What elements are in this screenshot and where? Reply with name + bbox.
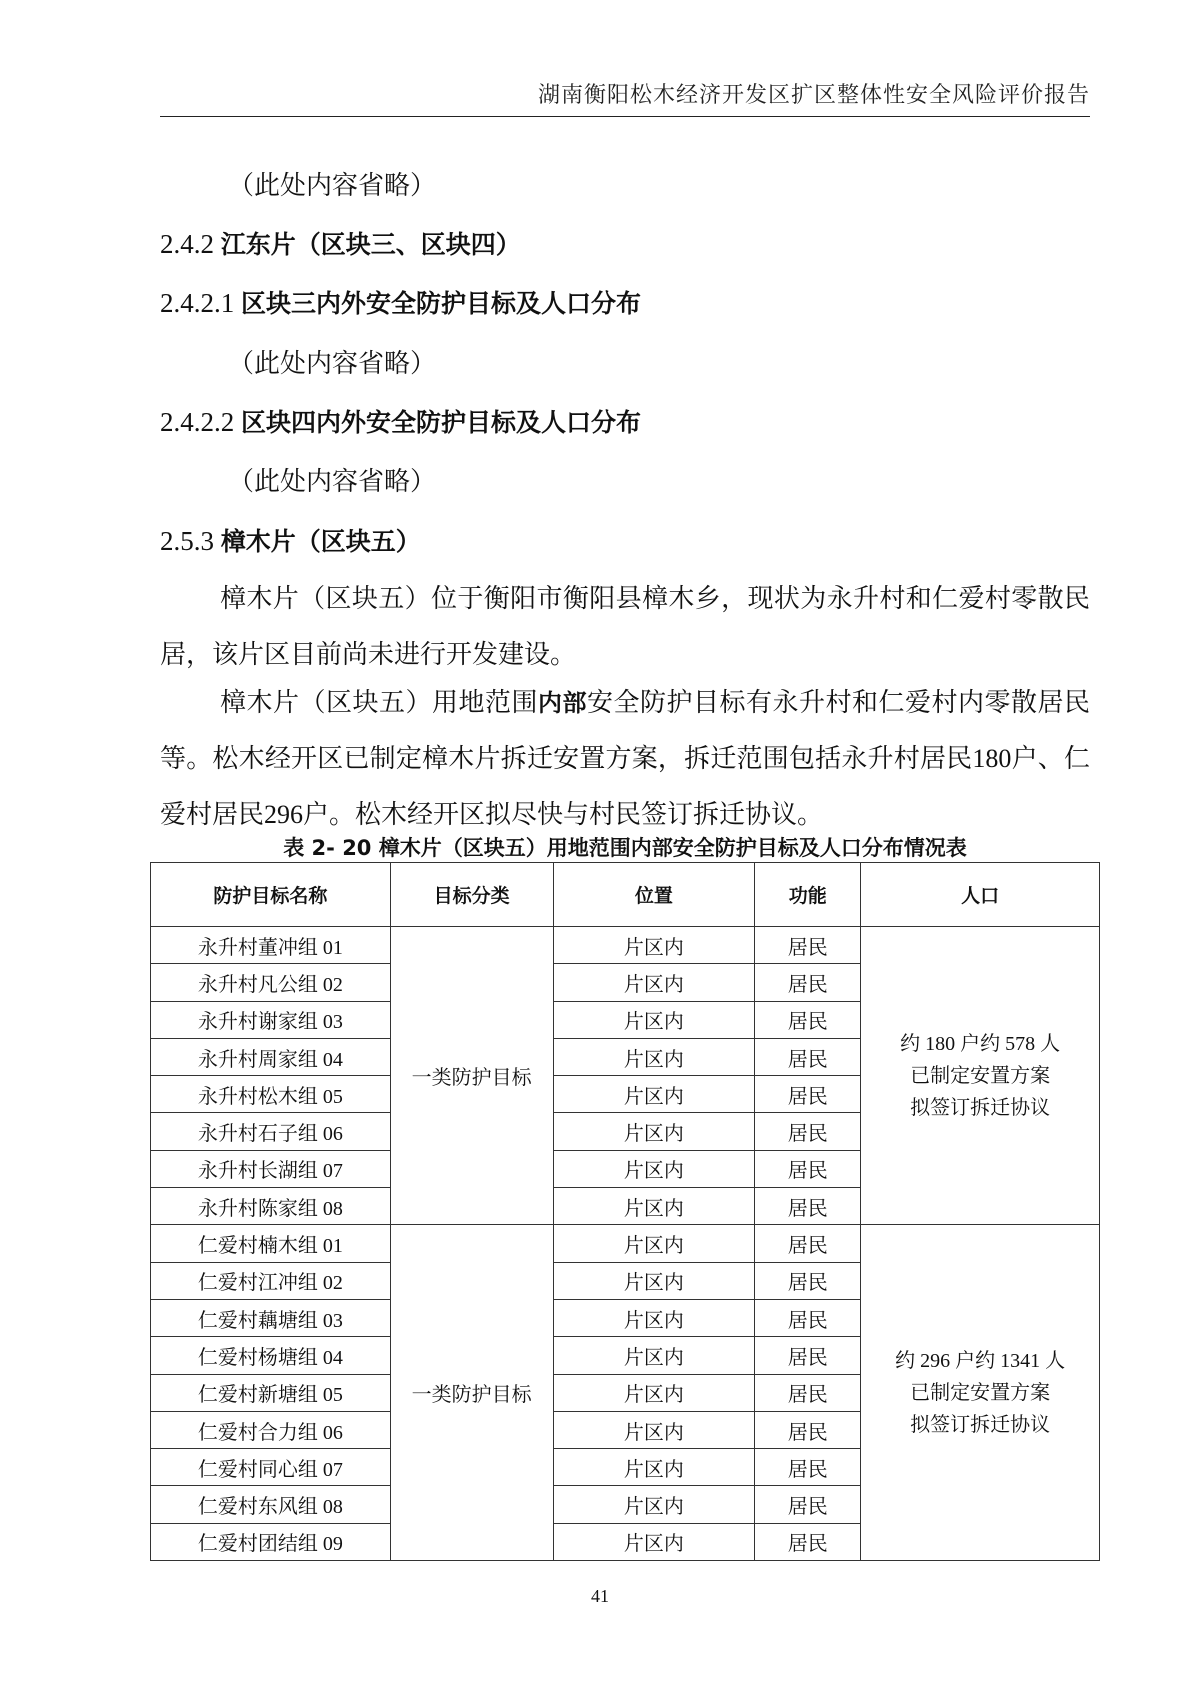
col-header-location: 位置: [553, 863, 755, 927]
heading-text: 区块四内外安全防护目标及人口分布: [241, 408, 642, 437]
omitted-note-1: （此处内容省略）: [228, 171, 437, 200]
paragraph-1: 樟木片（区块五）位于衡阳市衡阳县樟木乡，现状为永升村和仁爱村零散民居，该片区目前尚未进行开发建设。: [160, 584, 1090, 669]
cell-function: 居民: [755, 1486, 861, 1523]
cell-target-name: 永升村凡公组 02: [151, 964, 391, 1001]
cell-target-name: 仁爱村新塘组 05: [151, 1374, 391, 1411]
cell-function: 居民: [755, 1374, 861, 1411]
cell-location: 片区内: [553, 1299, 755, 1336]
cell-target-name: 仁爱村合力组 06: [151, 1411, 391, 1448]
cell-target-name: 永升村董冲组 01: [151, 927, 391, 964]
heading-number: 2.4.2.2: [160, 407, 235, 437]
header-rule: [160, 116, 1090, 117]
cell-function: 居民: [755, 1337, 861, 1374]
cell-function: 居民: [755, 964, 861, 1001]
col-header-function: 功能: [755, 863, 861, 927]
cell-function: 居民: [755, 1038, 861, 1075]
cell-location: 片区内: [553, 1337, 755, 1374]
cell-target-name: 仁爱村同心组 07: [151, 1449, 391, 1486]
cell-target-name: 永升村石子组 06: [151, 1113, 391, 1150]
population-line: 已制定安置方案: [910, 1064, 1051, 1087]
paragraph-2: [160, 675, 1090, 843]
protection-targets-table: [150, 862, 1100, 1561]
paragraph-2-bold: 内部: [538, 689, 587, 717]
heading-number: 2.4.2: [160, 229, 214, 259]
cell-function: 居民: [755, 1001, 861, 1038]
cell-location: 片区内: [553, 927, 755, 964]
table-row: [151, 927, 1100, 964]
cell-function: 居民: [755, 1299, 861, 1336]
cell-target-name: 仁爱村藕塘组 03: [151, 1299, 391, 1336]
population-line: 约 180 户约 578 人: [900, 1032, 1061, 1055]
cell-function: 居民: [755, 1449, 861, 1486]
table-row: [151, 1225, 1100, 1262]
cell-population: [861, 1225, 1100, 1561]
col-header-population: 人口: [861, 863, 1100, 927]
table-caption: 表 2- 20 樟木片（区块五）用地范围内部安全防护目标及人口分布情况表: [283, 836, 967, 860]
col-header-category: 目标分类: [390, 863, 553, 927]
heading-text: 樟木片（区块五）: [220, 527, 421, 556]
cell-location: 片区内: [553, 964, 755, 1001]
cell-function: 居民: [755, 1262, 861, 1299]
cell-target-name: 仁爱村江冲组 02: [151, 1262, 391, 1299]
cell-target-name: 仁爱村楠木组 01: [151, 1225, 391, 1262]
cell-location: 片区内: [553, 1076, 755, 1113]
cell-target-name: 永升村谢家组 03: [151, 1001, 391, 1038]
cell-location: 片区内: [553, 1001, 755, 1038]
cell-location: 片区内: [553, 1113, 755, 1150]
paragraph-2-part-2: 安全防护目标有永升村和仁爱村内零散居民等。松木经开区已制定樟木片拆迁安置方案，拆迁范围包括永升村居民180户、仁爱村居民296户。松木经开区拟尽快与村民签订拆迁协议。: [160, 688, 1090, 829]
cell-location: 片区内: [553, 1038, 755, 1075]
cell-function: 居民: [755, 927, 861, 964]
cell-location: 片区内: [553, 1486, 755, 1523]
cell-category: 一类防护目标: [390, 1225, 553, 1561]
heading-2-5-3: [160, 522, 421, 558]
cell-target-name: 永升村陈家组 08: [151, 1188, 391, 1225]
paragraph-2-part-1: 樟木片（区块五）用地范围: [220, 688, 538, 717]
cell-function: 居民: [755, 1411, 861, 1448]
cell-function: 居民: [755, 1113, 861, 1150]
cell-location: 片区内: [553, 1188, 755, 1225]
page-number: 41: [591, 1586, 609, 1606]
running-header: 湖南衡阳松木经济开发区扩区整体性安全风险评价报告: [537, 82, 1090, 107]
table-header-row: [151, 863, 1100, 927]
heading-2-4-2: [160, 225, 521, 261]
cell-target-name: 仁爱村杨塘组 04: [151, 1337, 391, 1374]
population-line: 拟签订拆迁协议: [910, 1413, 1051, 1436]
cell-function: 居民: [755, 1150, 861, 1187]
cell-target-name: 永升村周家组 04: [151, 1038, 391, 1075]
cell-location: 片区内: [553, 1523, 755, 1560]
cell-location: 片区内: [553, 1449, 755, 1486]
cell-target-name: 仁爱村东风组 08: [151, 1486, 391, 1523]
heading-2-4-2-1: [160, 284, 641, 320]
cell-target-name: 永升村长湖组 07: [151, 1150, 391, 1187]
heading-2-4-2-2: [160, 403, 641, 439]
cell-location: 片区内: [553, 1411, 755, 1448]
heading-number: 2.5.3: [160, 526, 214, 556]
cell-function: 居民: [755, 1076, 861, 1113]
cell-location: 片区内: [553, 1262, 755, 1299]
cell-location: 片区内: [553, 1150, 755, 1187]
population-line: 已制定安置方案: [910, 1381, 1051, 1404]
cell-category: 一类防护目标: [390, 927, 553, 1225]
heading-text: 区块三内外安全防护目标及人口分布: [241, 289, 642, 318]
population-line: 约 296 户约 1341 人: [895, 1349, 1066, 1372]
omitted-note-2: （此处内容省略）: [228, 349, 437, 378]
cell-target-name: 永升村松木组 05: [151, 1076, 391, 1113]
cell-function: 居民: [755, 1188, 861, 1225]
heading-number: 2.4.2.1: [160, 288, 235, 318]
cell-population: [861, 927, 1100, 1225]
cell-function: 居民: [755, 1225, 861, 1262]
omitted-note-3: （此处内容省略）: [228, 467, 437, 496]
cell-target-name: 仁爱村团结组 09: [151, 1523, 391, 1560]
cell-location: 片区内: [553, 1225, 755, 1262]
population-line: 拟签订拆迁协议: [910, 1096, 1051, 1119]
col-header-name: 防护目标名称: [151, 863, 391, 927]
cell-function: 居民: [755, 1523, 861, 1560]
cell-location: 片区内: [553, 1374, 755, 1411]
heading-text: 江东片（区块三、区块四）: [220, 230, 521, 259]
